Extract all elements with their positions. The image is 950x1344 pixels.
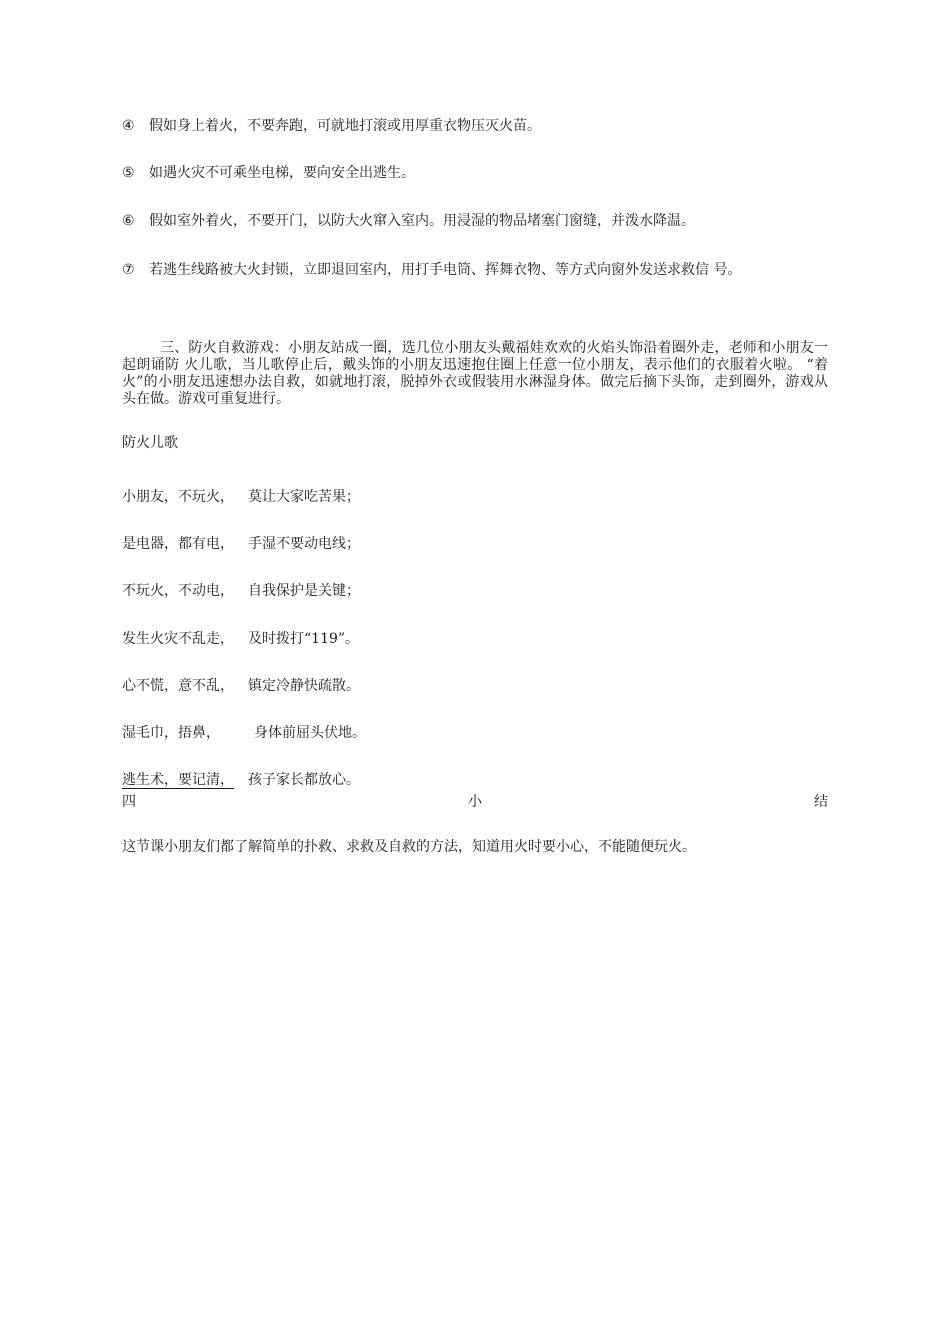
song-line-first-half: 发生火灾不乱走，	[122, 631, 234, 647]
safety-item-5	[122, 164, 415, 182]
summary-heading-char: 四	[122, 794, 136, 810]
song-line-first-half: 湿毛巾，捂鼻，	[122, 725, 220, 741]
song-line	[122, 771, 360, 789]
song-line-second-half: 孩子家长都放心。	[248, 772, 360, 788]
section-three-paragraph: 三、防火自救游戏：小朋友站成一圈，选几位小朋友头戴福娃欢欢的火焰头饰沿着圈外走，老师和小朋友一起朗诵防 火儿歌，当儿歌停止后，戴头饰的小朋友迅速抱住圈上任意一位小朋友，表示他们的衣服着火啦。 “着火”的小朋友迅速想办法自救，如就地打滚，脱掉外衣或假装用水淋湿身体。做完后摘下头饰，走到圈外，游戏从头在做。游戏可重复进行。	[122, 340, 828, 407]
song-line-second-half: 身体前屈头伏地。	[254, 725, 366, 741]
song-line-second-half: 及时拨打“119”。	[248, 631, 360, 647]
item-number: ④	[122, 118, 135, 134]
safety-item-7	[122, 261, 741, 279]
item-text: 若逃生线路被大火封锁，立即退回室内，用打手电筒、挥舞衣物、等方式向窗外发送求救信 号。	[149, 262, 742, 278]
summary-heading-char: 结	[814, 794, 828, 810]
song-line-second-half: 自我保护是关键；	[248, 583, 360, 599]
item-number: ⑦	[122, 262, 135, 278]
summary-heading	[122, 793, 828, 811]
song-title: 防火儿歌	[122, 435, 178, 451]
song-line-first-half: 小朋友，不玩火，	[122, 489, 234, 505]
song-line-first-half: 是电器，都有电，	[122, 536, 234, 552]
item-number: ⑤	[122, 165, 135, 181]
song-line	[122, 724, 366, 742]
song-line	[122, 677, 360, 695]
song-line	[122, 582, 360, 600]
song-line-second-half: 莫让大家吃苦果；	[248, 489, 360, 505]
song-line-second-half: 手湿不要动电线；	[248, 536, 360, 552]
song-line	[122, 535, 360, 553]
item-text: 假如室外着火，不要开门，以防大火窜入室内。用浸湿的物品堵塞门窗缝，并泼水降温。	[149, 213, 695, 229]
summary-heading-char: 小	[468, 794, 482, 810]
song-line	[122, 630, 359, 648]
song-line	[122, 488, 360, 506]
song-line-first-half: 逃生术，要记清，	[122, 772, 234, 788]
item-text: 如遇火灾不可乘坐电梯，要向安全出逃生。	[149, 165, 415, 181]
summary-text: 这节课小朋友们都了解简单的扑救、求救及自救的方法，知道用火时要小心，不能随便玩火。	[122, 839, 696, 855]
safety-item-6	[122, 212, 695, 230]
song-line-second-half: 镇定冷静快疏散。	[248, 678, 360, 694]
song-line-first-half: 心不慌，意不乱，	[122, 678, 234, 694]
song-line-first-half: 不玩火，不动电，	[122, 583, 234, 599]
item-number: ⑥	[122, 213, 135, 229]
item-text: 假如身上着火，不要奔跑，可就地打滚或用厚重衣物压灭火苗。	[149, 118, 541, 134]
safety-item-4	[122, 117, 541, 135]
